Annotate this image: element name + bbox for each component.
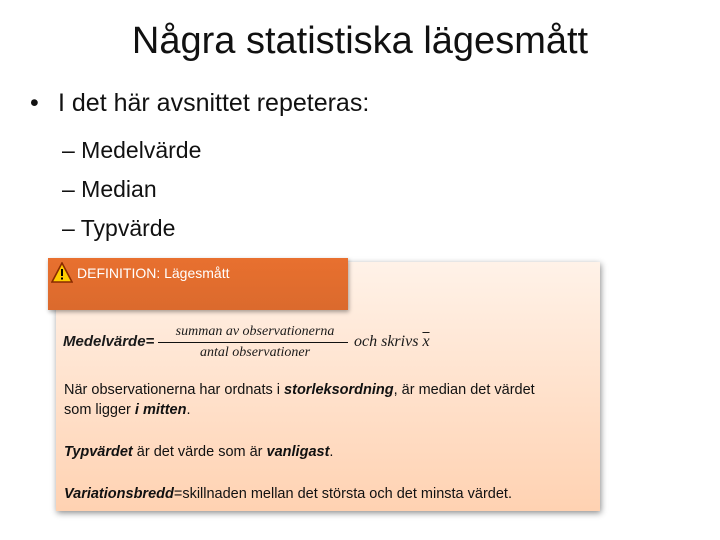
median-definition-line2 — [64, 400, 191, 420]
bullet-text: I det här avsnittet repeteras: — [58, 89, 370, 117]
mode-text: är det värde som är — [132, 444, 267, 460]
median-line2-a: som ligger — [64, 402, 135, 418]
mode-emph: vanligast — [266, 444, 330, 460]
range-text: =skillnaden mellan det största och det minsta värdet. — [173, 486, 512, 502]
median-text-c: , är median det värdet — [393, 382, 535, 398]
fraction-denominator: antal observationer — [199, 345, 311, 360]
sub-item-medelvarde: – Medelvärde — [62, 137, 202, 163]
xbar-symbol: $\overline{x}$ — [422, 333, 430, 350]
definition-title: DEFINITION: Lägesmått — [77, 265, 230, 281]
mean-label: Medelvärde= — [63, 333, 155, 350]
bullet-dot-icon: • — [30, 89, 39, 117]
fraction-bar — [158, 342, 348, 343]
median-text-b: storleksordning — [284, 382, 394, 398]
slide-title: Några statistiska lägesmått — [131, 20, 589, 62]
range-definition — [64, 484, 512, 504]
bullet-main — [30, 86, 369, 120]
mean-notation — [354, 333, 430, 351]
median-definition-line1 — [64, 380, 535, 400]
fraction-numerator: summan av observationerna — [175, 324, 335, 339]
warning-icon — [51, 262, 73, 284]
mean-suffix: och skrivs — [354, 333, 419, 350]
mode-definition — [64, 442, 333, 462]
mode-period: . — [329, 444, 334, 460]
median-line2-b: i mitten — [134, 402, 187, 418]
median-line2-c: . — [186, 402, 191, 418]
median-text-a: När observationerna har ordnats i — [64, 382, 285, 398]
mode-term: Typvärdet — [64, 444, 133, 460]
range-term: Variationsbredd — [64, 486, 174, 502]
sub-item-typvarde: – Typvärde — [62, 215, 176, 241]
sub-item-median: – Median — [62, 176, 157, 202]
